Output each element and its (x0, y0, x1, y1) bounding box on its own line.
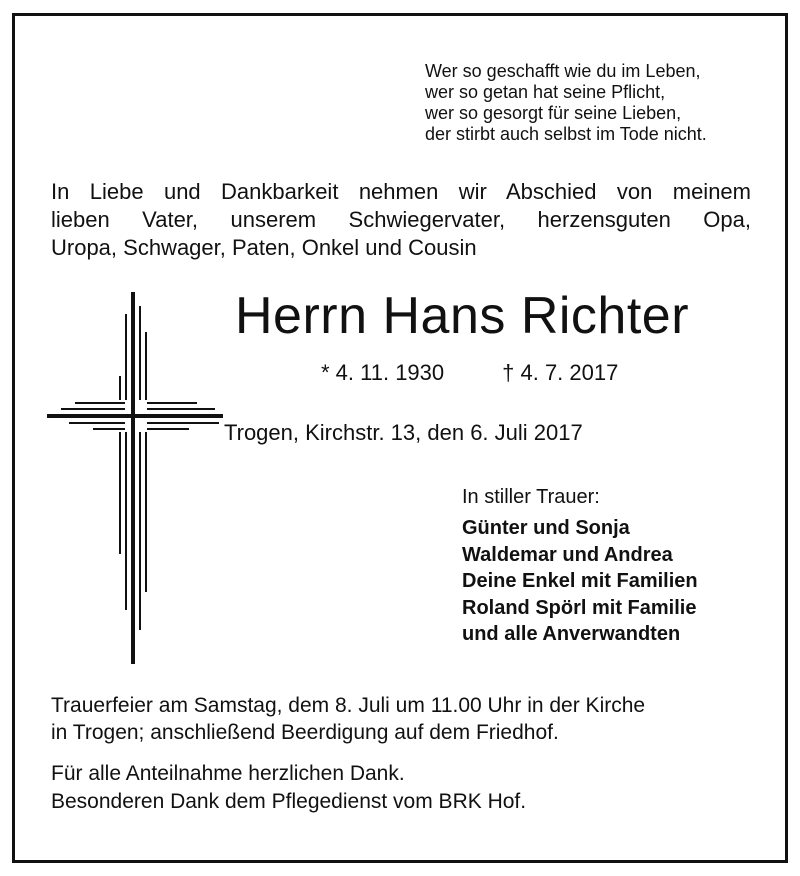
poem-line: wer so gesorgt für seine Lieben, (425, 103, 682, 123)
death-date: † 4. 7. 2017 (502, 360, 619, 385)
thanks-line: Besonderen Dank dem Pflegedienst vom BRK Hof. (51, 790, 527, 813)
mourners-list (462, 515, 698, 648)
mourner-entry: Waldemar und Andrea (462, 543, 673, 566)
thanks-notice (51, 760, 771, 816)
poem-line: der stirbt auch selbst im Tode nicht. (425, 124, 707, 144)
obituary-frame (12, 13, 788, 863)
poem-line: wer so getan hat seine Pflicht, (425, 82, 666, 102)
funeral-notice (51, 692, 771, 746)
mourners-title: In stiller Trauer: (462, 486, 600, 508)
intro-line: In Liebe und Dankbarkeit nehmen wir Abschied von meinem (51, 179, 751, 204)
poem (425, 61, 765, 145)
life-dates (321, 359, 618, 387)
cross-icon (47, 292, 223, 664)
funeral-line: Trauerfeier am Samstag, dem 8. Juli um 11.00 Uhr in der Kirche (51, 694, 646, 717)
birth-date: * 4. 11. 1930 (321, 360, 445, 385)
poem-line: Wer so geschafft wie du im Leben, (425, 61, 701, 81)
intro-text (51, 178, 751, 262)
intro-line: Uropa, Schwager, Paten, Onkel und Cousin (51, 235, 477, 260)
thanks-line: Für alle Anteilnahme herzlichen Dank. (51, 762, 405, 785)
place-and-date: Trogen, Kirchstr. 13, den 6. Juli 2017 (224, 420, 583, 445)
mourner-entry: Günter und Sonja (462, 517, 630, 539)
intro-line: lieben Vater, unserem Schwiegervater, herzensguten Opa, (51, 207, 751, 232)
deceased-name: Herrn Hans Richter (235, 287, 690, 345)
mourner-entry: und alle Anverwandten (462, 623, 681, 645)
mourner-entry: Deine Enkel mit Familien (462, 570, 698, 592)
funeral-line: in Trogen; anschließend Beerdigung auf dem Friedhof. (51, 721, 559, 744)
mourner-entry: Roland Spörl mit Familie (462, 596, 697, 619)
